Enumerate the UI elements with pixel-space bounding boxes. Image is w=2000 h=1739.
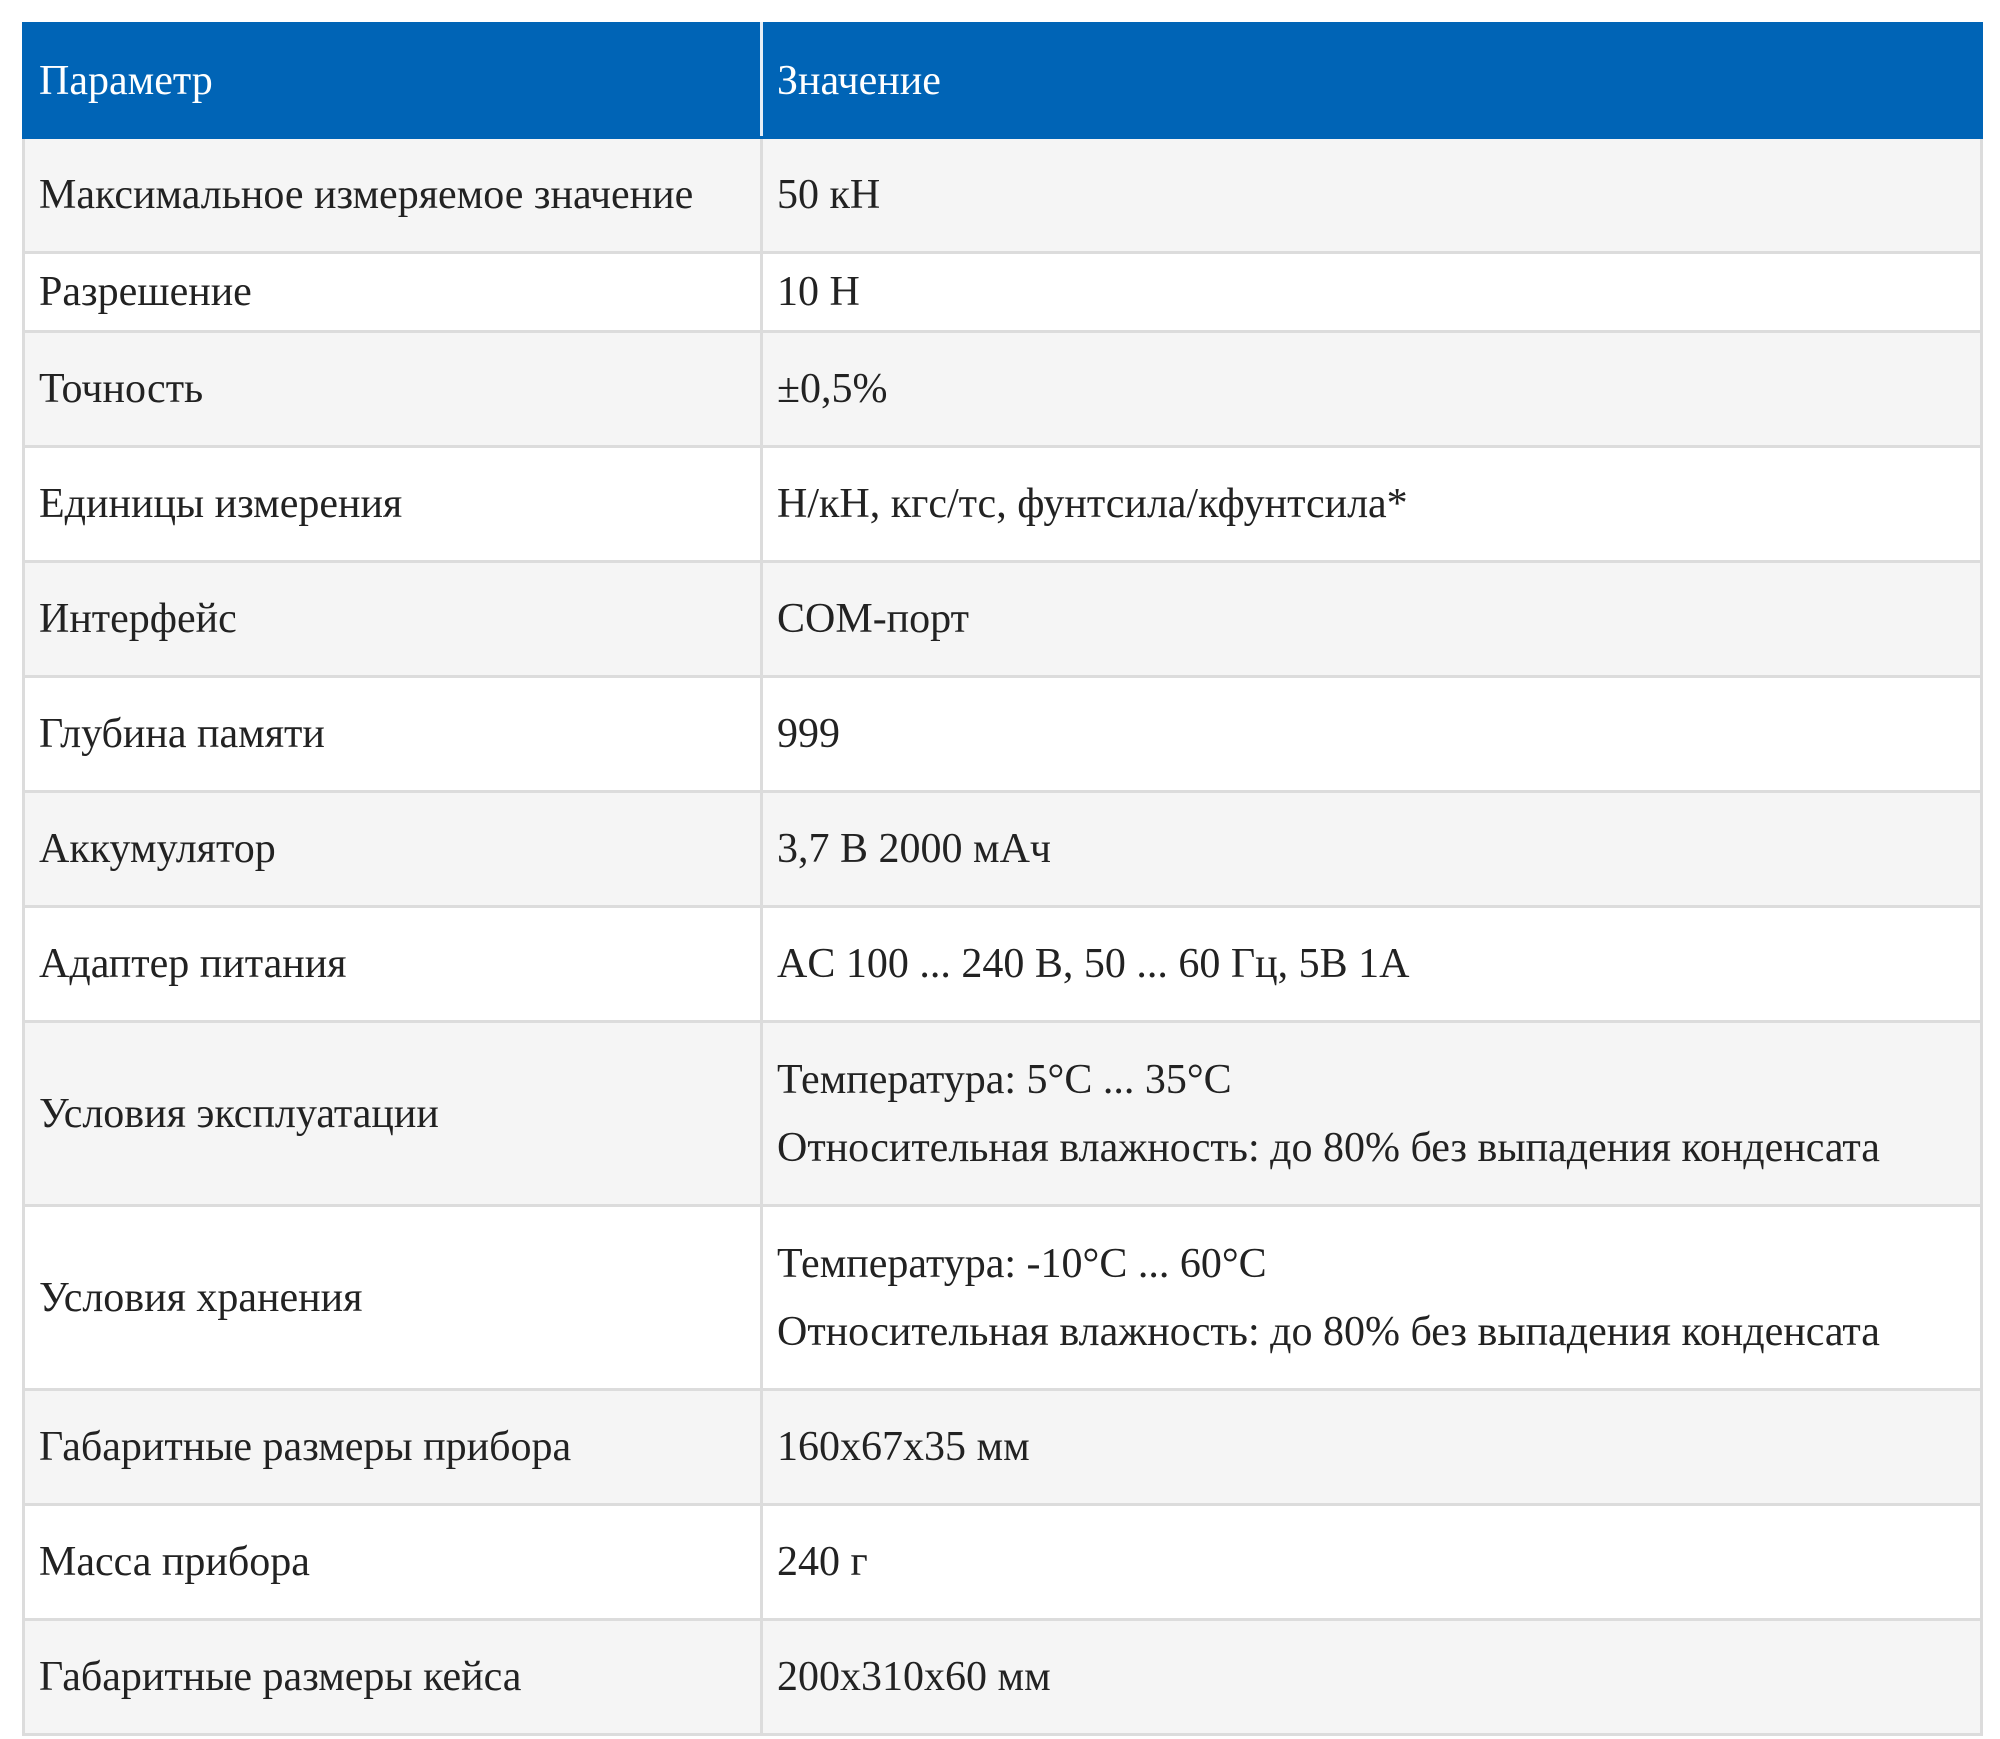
table-row [24,332,1982,447]
value-cell: 999 [762,677,1982,792]
table-row [24,1505,1982,1620]
table-row [24,792,1982,907]
header-param: Параметр [24,24,762,138]
value-cell [762,1206,1982,1390]
param-cell: Адаптер питания [24,907,762,1022]
value-cell: 50 кН [762,138,1982,253]
param-cell: Условия хранения [24,1206,762,1390]
value-cell: 10 Н [762,253,1982,332]
header-value: Значение [762,24,1982,138]
value-line: Температура: -10°C ... 60°C [777,1240,1267,1287]
value-line: Относительная влажность: до 80% без выпадения конденсата [777,1124,1880,1171]
table-row [24,253,1982,332]
value-cell [762,1022,1982,1206]
value-cell: 240 г [762,1505,1982,1620]
table-row [24,907,1982,1022]
param-cell: Масса прибора [24,1505,762,1620]
value-cell: 200х310х60 мм [762,1620,1982,1735]
param-cell: Точность [24,332,762,447]
table-row [24,562,1982,677]
param-cell: Интерфейс [24,562,762,677]
param-cell: Габаритные размеры кейса [24,1620,762,1735]
table-row [24,447,1982,562]
param-cell: Единицы измерения [24,447,762,562]
value-cell: 3,7 В 2000 мАч [762,792,1982,907]
table-row [24,1022,1982,1206]
table-row [24,138,1982,253]
param-cell: Разрешение [24,253,762,332]
table-row [24,677,1982,792]
param-cell: Глубина памяти [24,677,762,792]
param-cell: Максимальное измеряемое значение [24,138,762,253]
table-row [24,1206,1982,1390]
value-cell: 160х67х35 мм [762,1390,1982,1505]
value-line: Температура: 5°C ... 35°C [777,1056,1232,1103]
param-cell: Аккумулятор [24,792,762,907]
value-cell: AC 100 ... 240 В, 50 ... 60 Гц, 5В 1А [762,907,1982,1022]
table-row [24,1390,1982,1505]
header-row [24,24,1982,138]
value-line: Относительная влажность: до 80% без выпадения конденсата [777,1308,1880,1355]
param-cell: Условия эксплуатации [24,1022,762,1206]
value-cell: ±0,5% [762,332,1982,447]
table-row [24,1620,1982,1735]
param-cell: Габаритные размеры прибора [24,1390,762,1505]
value-cell: Н/кН, кгс/тс, фунтсила/кфунтсила* [762,447,1982,562]
spec-table [22,22,1983,1736]
value-cell: COM-порт [762,562,1982,677]
